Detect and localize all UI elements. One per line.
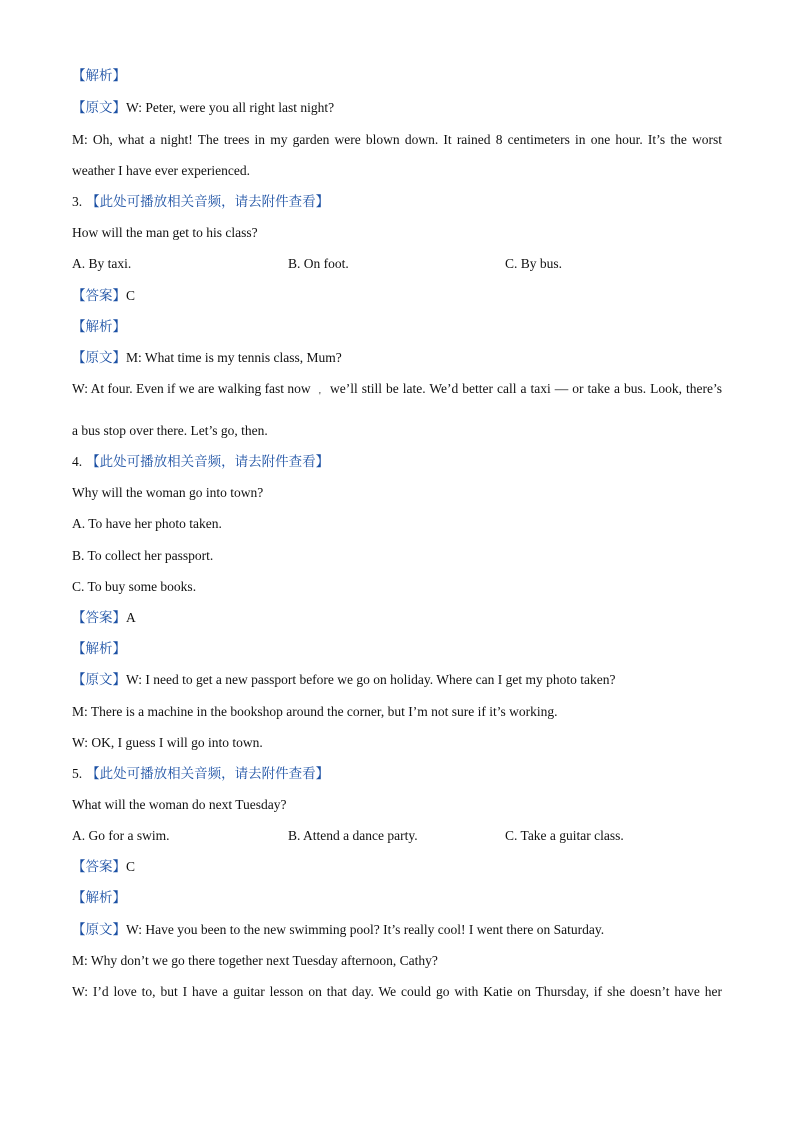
answer-label: 【答案】 [72,288,126,304]
question-number: 5. [72,766,83,781]
question-number: 4. [72,454,83,469]
answer-value: A [126,610,136,625]
analysis-label: 【解析】 [72,319,126,335]
question-number: 3. [72,194,83,209]
option-a: A. To have her photo taken. [72,516,222,531]
option-c: C. Take a guitar class. [505,828,624,843]
transcript-text: W: Peter, were you all right last night? [126,100,335,115]
analysis-heading [72,67,722,85]
audio-note: 【此处可播放相关音频，请去附件查看】 [86,194,330,210]
option-a: A. Go for a swim. [72,828,170,843]
answer-line [72,609,722,627]
analysis-label: 【解析】 [72,890,126,906]
option-c: C. To buy some books. [72,579,197,594]
answer-line [72,287,722,305]
analysis-heading [72,318,722,336]
audio-note: 【此处可播放相关音频，请去附件查看】 [86,454,330,470]
options-row [72,827,722,845]
answer-value: C [126,859,136,874]
audio-note: 【此处可播放相关音频，请去附件查看】 [86,766,330,782]
option-c: C. By bus. [505,256,563,271]
transcript-line: M: There is a machine in the bookshop around the corner, but I’m not sure if it’s working. [72,704,558,719]
transcript-line: weather I have ever experienced. [72,163,251,178]
analysis-label: 【解析】 [72,641,126,657]
question-header [72,193,722,211]
options-row [72,255,722,273]
transcript-label: 【原文】 [72,350,126,366]
option-b: B. To collect her passport. [72,548,214,563]
transcript-line [72,380,722,402]
answer-line [72,858,722,876]
transcript-line: M: Oh, what a night! The trees in my garden were blown down. It rained 8 centimeters in one hour. It’s the worst [72,132,722,147]
question-header [72,765,722,783]
transcript-label: 【原文】 [72,100,126,116]
analysis-label: 【解析】 [72,68,126,84]
transcript-text: W: At four. Even if we are walking fast now [72,381,311,396]
transcript-label: 【原文】 [72,672,126,688]
option-a: A. By taxi. [72,256,132,271]
answer-label: 【答案】 [72,859,126,875]
transcript-line: a bus stop over there. Let’s go, then. [72,423,268,438]
transcript-text: M: What time is my tennis class, Mum? [126,350,342,365]
transcript-line: M: Why don’t we go there together next Tuesday afternoon, Cathy? [72,953,438,968]
question-text: Why will the woman go into town? [72,485,264,500]
transcript-text: W: Have you been to the new swimming pool? It’s really cool! I went there on Saturday. [126,922,605,937]
question-text: How will the man get to his class? [72,225,258,240]
option-b: B. On foot. [288,256,349,271]
transcript-label: 【原文】 [72,922,126,938]
answer-value: C [126,288,136,303]
transcript-text: W: I need to get a new passport before we go on holiday. Where can I get my photo taken? [126,672,616,687]
transcript-text: we’ll still be late. We’d better call a taxi — or take a bus. Look, there’s [330,381,722,396]
transcript-line [72,349,722,367]
stray-mark: ' [319,391,321,402]
question-text: What will the woman do next Tuesday? [72,797,287,812]
analysis-heading [72,640,722,658]
transcript-line [72,99,722,117]
analysis-heading [72,889,722,907]
transcript-line: W: I’d love to, but I have a guitar lesson on that day. We could go with Katie on Thursday, if she doesn’t have her [72,984,722,999]
option-b: B. Attend a dance party. [288,828,418,843]
transcript-line [72,671,722,689]
transcript-line [72,921,722,939]
answer-label: 【答案】 [72,610,126,626]
question-header [72,453,722,471]
transcript-line: W: OK, I guess I will go into town. [72,735,263,750]
